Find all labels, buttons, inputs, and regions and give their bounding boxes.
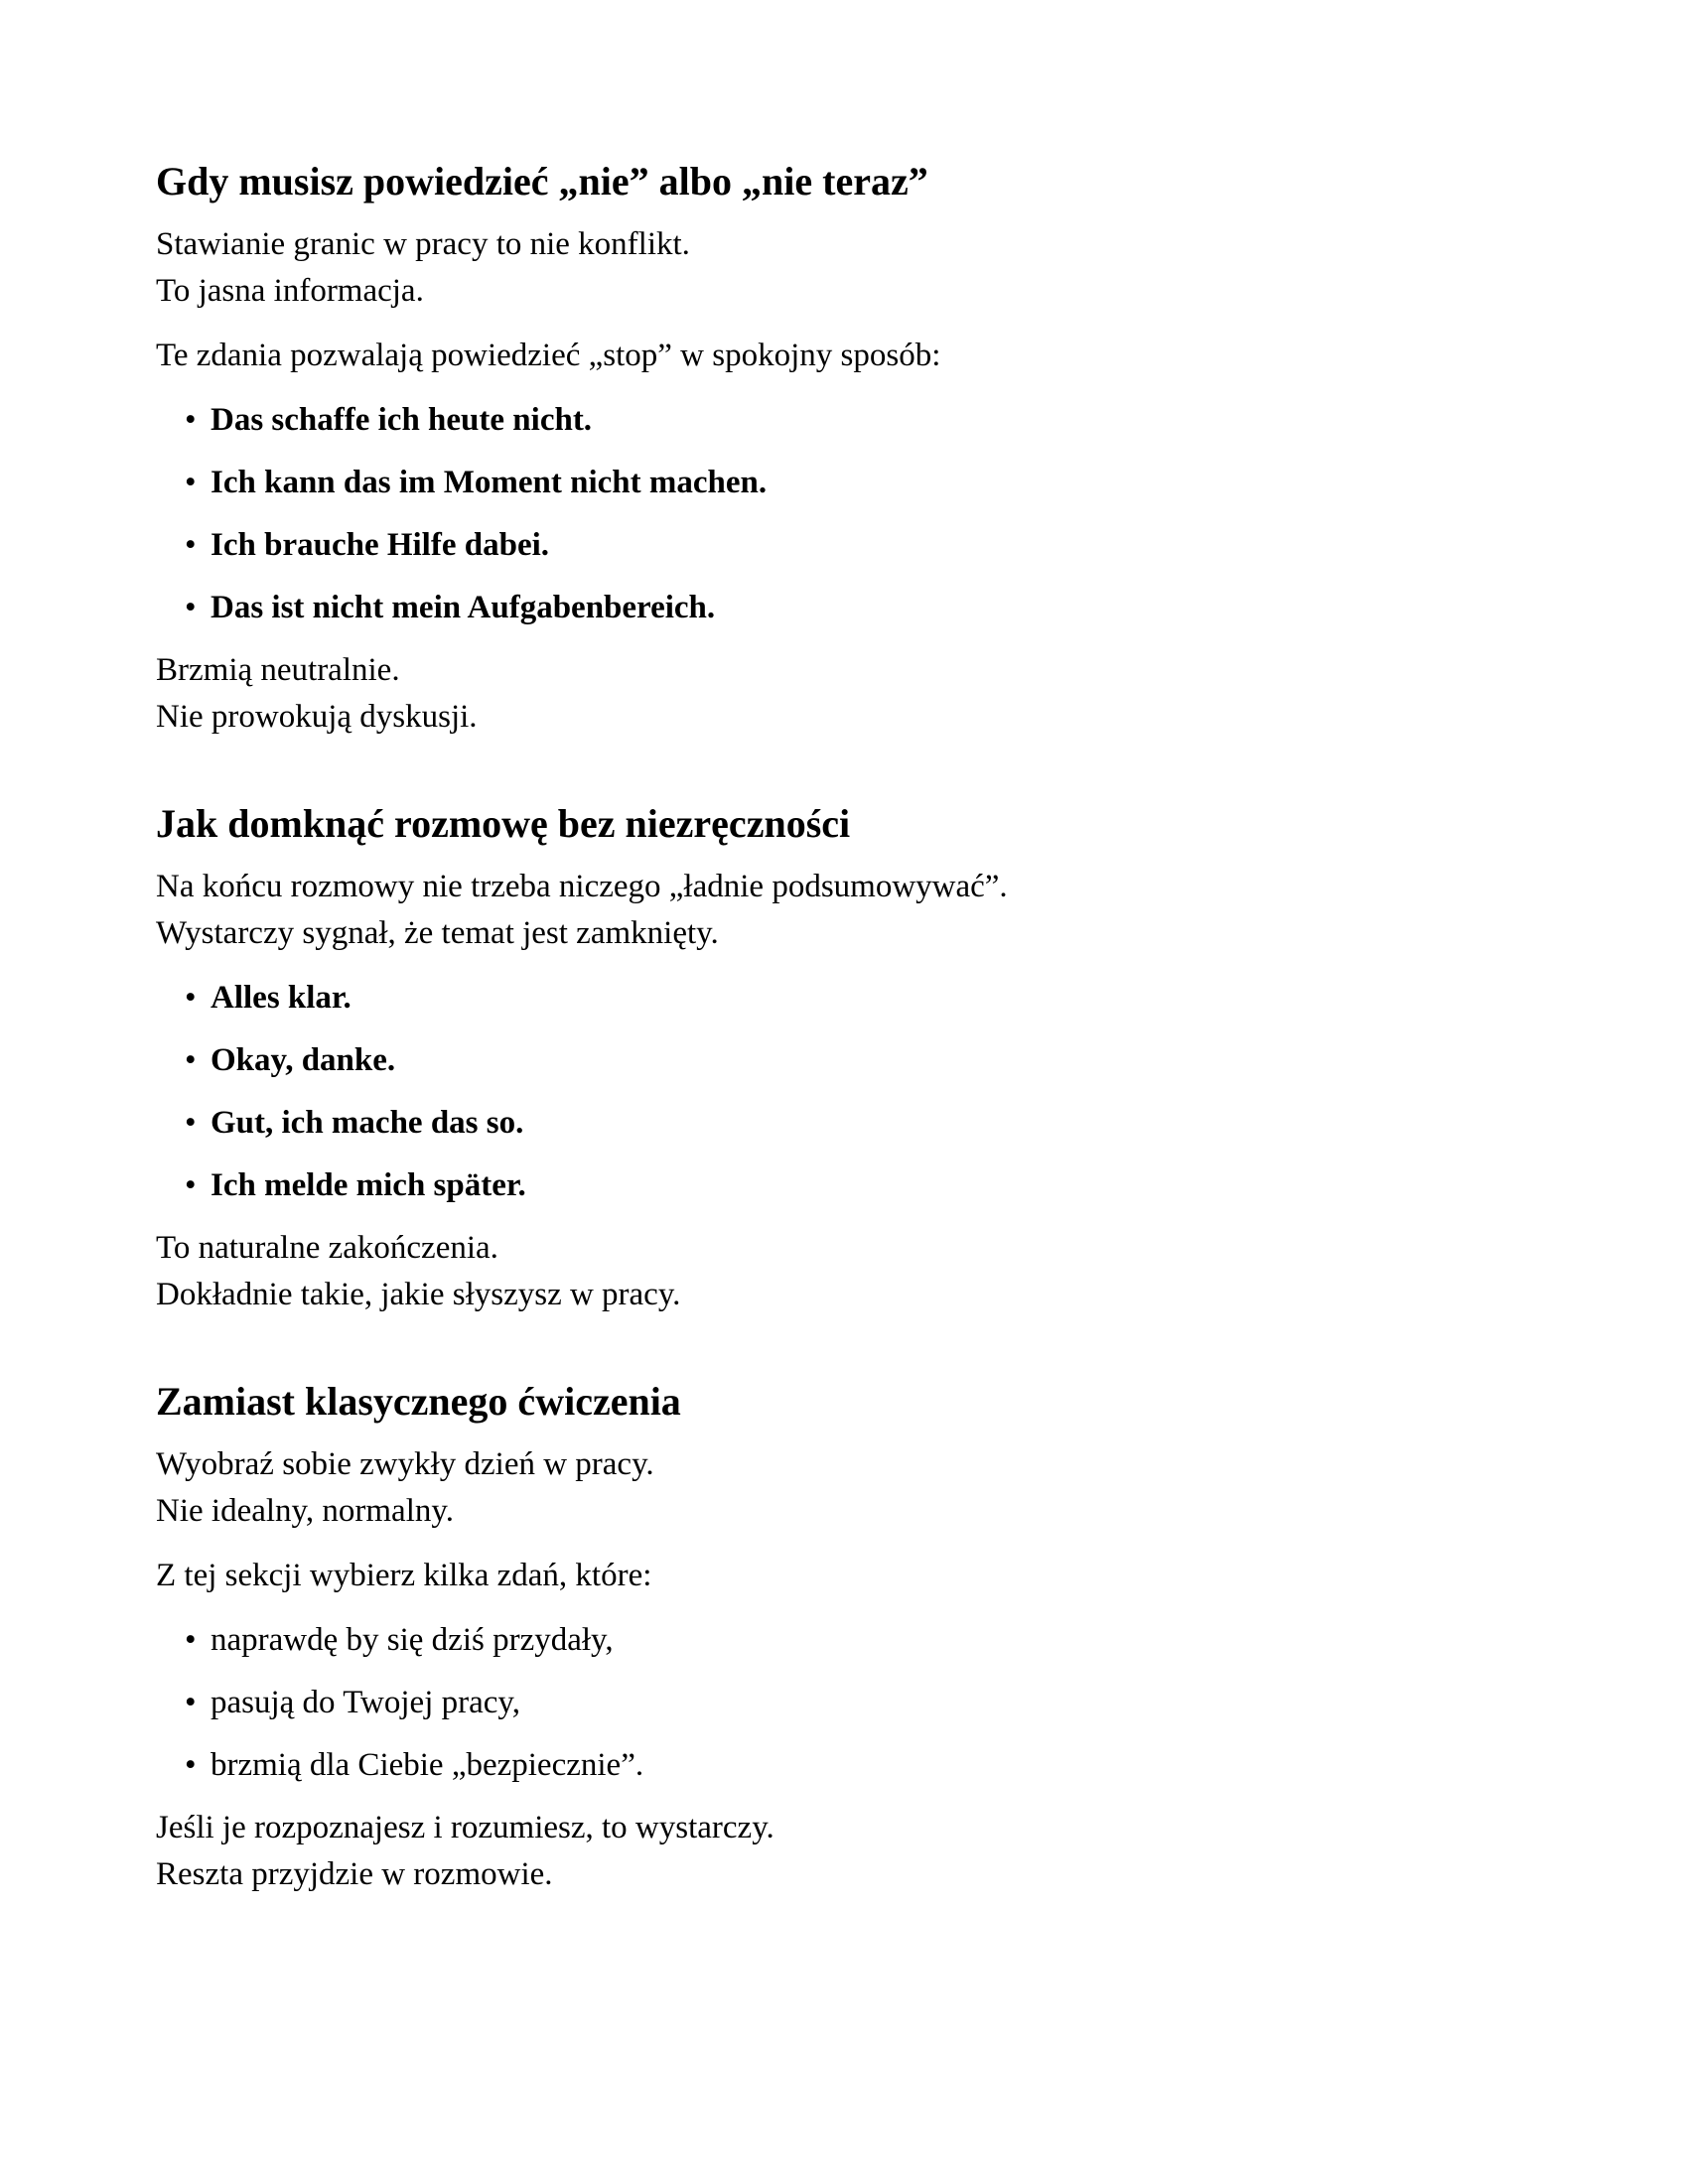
- paragraph: Te zdania pozwalają powiedzieć „stop” w spokojny sposób:: [156, 338, 941, 373]
- paragraph: [156, 864, 1529, 957]
- paragraph-line: Stawianie granic w pracy to nie konflikt.: [156, 226, 690, 262]
- paragraph-line: Nie idealny, normalny.: [156, 1493, 454, 1529]
- paragraph-line: Wystarczy sygnał, że temat jest zamknięty.: [156, 915, 719, 951]
- paragraph: [156, 1805, 1529, 1898]
- paragraph: Z tej sekcji wybierz kilka zdań, które:: [156, 1558, 652, 1593]
- paragraph-line: Wyobraź sobie zwykły dzień w pracy.: [156, 1446, 654, 1482]
- paragraph-line: Brzmią neutralnie.: [156, 652, 400, 688]
- list-item: • naprawdę by się dziś przydały,: [211, 1617, 1529, 1664]
- section-instead-of-exercise: [156, 1374, 1529, 1898]
- list-item: • Ich brauche Hilfe dabei.: [211, 522, 1529, 569]
- list-item: • Ich melde mich später.: [211, 1162, 1529, 1209]
- list-item: • Okay, danke.: [211, 1037, 1529, 1084]
- criteria-list: [156, 1617, 1529, 1789]
- section-heading: Zamiast klasycznego ćwiczenia: [156, 1379, 681, 1424]
- list-item: • Gut, ich mache das so.: [211, 1100, 1529, 1147]
- list-item: • Alles klar.: [211, 975, 1529, 1022]
- paragraph: [156, 1441, 1529, 1535]
- paragraph-line: Dokładnie takie, jakie słyszysz w pracy.: [156, 1277, 681, 1312]
- paragraph-line: Jeśli je rozpoznajesz i rozumiesz, to wystarczy.: [156, 1810, 774, 1845]
- paragraph: [156, 647, 1529, 741]
- list-item: • Ich kann das im Moment nicht machen.: [211, 460, 1529, 506]
- list-item: • brzmią dla Ciebie „bezpiecznie”.: [211, 1742, 1529, 1789]
- paragraph-line: Nie prowokują dyskusji.: [156, 699, 478, 735]
- list-item: • pasują do Twojej pracy,: [211, 1680, 1529, 1726]
- section-saying-no: [156, 154, 1529, 741]
- paragraph-line: To naturalne zakończenia.: [156, 1230, 498, 1266]
- paragraph-line: To jasna informacja.: [156, 273, 424, 309]
- phrase-list: [156, 397, 1529, 631]
- section-closing-conversation: [156, 796, 1529, 1318]
- paragraph: [156, 1225, 1529, 1318]
- section-heading: Gdy musisz powiedzieć „nie” albo „nie teraz”: [156, 159, 928, 204]
- list-item: • Das ist nicht mein Aufgabenbereich.: [211, 585, 1529, 631]
- section-heading: Jak domknąć rozmowę bez niezręczności: [156, 801, 851, 846]
- paragraph-line: Reszta przyjdzie w rozmowie.: [156, 1856, 553, 1892]
- paragraph-line: Na końcu rozmowy nie trzeba niczego „ładnie podsumowywać”.: [156, 869, 1008, 904]
- phrase-list: [156, 975, 1529, 1209]
- paragraph: [156, 221, 1529, 315]
- list-item: • Das schaffe ich heute nicht.: [211, 397, 1529, 444]
